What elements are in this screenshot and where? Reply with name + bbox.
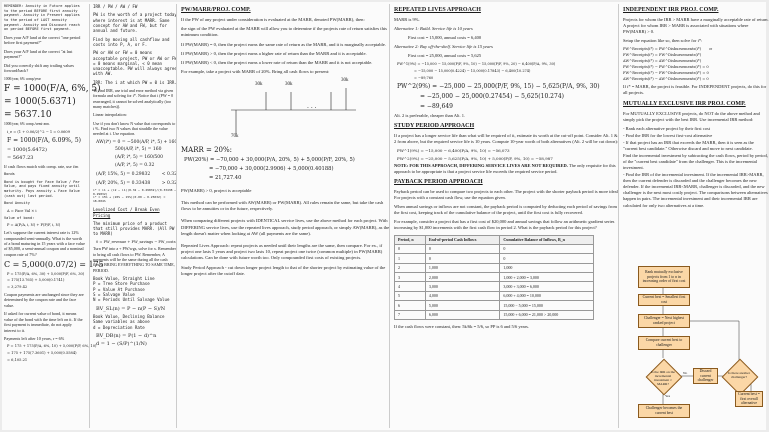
steps-list bbox=[623, 126, 769, 209]
flow-challenger: Challenger = Next highest ranked project bbox=[638, 314, 690, 328]
condition: If PW(MARR) = 0, then the project earns the same rate of return as the MARR, and it is marginally acceptable. bbox=[181, 41, 386, 47]
section-title: PW/MARR/PROJ. COMP. bbox=[181, 7, 251, 13]
table-row bbox=[395, 254, 594, 263]
equation: = 1000(5.6371) bbox=[4, 97, 76, 108]
coupon-text: Coupon payments are unchanged since they are determined by the coupon rate and the face value. bbox=[4, 291, 84, 308]
cash-flow-svg bbox=[181, 78, 381, 140]
note-text: If cash flows match with comp. rate, use i/m bbox=[4, 163, 79, 169]
db-var: d = Depreciation Rate bbox=[93, 324, 145, 330]
equation: AW^Receipts(i*) = AW^Disbursements(i*) bbox=[623, 59, 702, 64]
coupon-text: If asked for current value of bond, it means value of the bond with the time left on it. If the first payment is immediate, do not apply interest to it. bbox=[4, 311, 83, 333]
step-item: Find the incremental investment by subtracting the cash flows, period by period, of the "current best candidate" from the challenger. This is the incremental investment. bbox=[623, 153, 768, 171]
bonds-title: Bonds bbox=[4, 172, 15, 177]
cash-flow-diagram bbox=[181, 78, 391, 140]
table-cell: 1,000 + 2,000 = 3,000 bbox=[500, 273, 594, 282]
paragraph: For example, take a project with MARR of 20%. Bring all cash flows to present: bbox=[181, 69, 330, 75]
table-row bbox=[395, 282, 594, 291]
svg-text:. . .: . . . bbox=[307, 103, 317, 111]
book-var: N = Periods Until Salvage Value bbox=[93, 297, 170, 303]
table-cell: 0 bbox=[425, 244, 500, 253]
section-title: PAYBACK PERIOD APPROACH bbox=[394, 179, 483, 186]
column-repeated-lives bbox=[389, 4, 620, 428]
irr-line: IRR / PW / AW / FW bbox=[93, 4, 138, 9]
step-item: - Find the IRR for the lowest first-cost alternative bbox=[623, 132, 713, 138]
equation: = 175(13.765) + 5,000(0.1741) bbox=[7, 278, 65, 283]
table-cell: 6,000 + 4,000 = 10,000 bbox=[500, 291, 594, 300]
equation: P = 175(P/A, 6%, 30) + 5,000(P/F, 6%, 30) bbox=[7, 271, 85, 276]
equation: i* = i1 + (i2 − i1)(0.32 − 0.29832)/(0.33438 − 0.29832) bbox=[93, 187, 177, 196]
table-cell: 6 bbox=[395, 301, 426, 310]
equation: PW^1(9%) = −15,000 − 15,000(P/F, 9%, 10) − 15,000(P/F, 9%, 20) − 6,400(P/A, 9%, 30) bbox=[397, 62, 556, 67]
paragraph: This method can be performed with AW(MARR) or FW(MARR). All rules remain the same, but take the cash flows to be annuities or in the future, respectively. bbox=[181, 200, 384, 212]
table-row bbox=[395, 273, 594, 282]
table-cell: 4 bbox=[395, 282, 426, 291]
equation: = −25,000 − 25,000(0.27454) − 5,625(10.274) bbox=[420, 92, 564, 100]
equation: PW^Receipts(i*) − PW^Disbursements(i*) = 0 bbox=[623, 64, 709, 69]
paragraph: When comparing different projects with IDENTICAL service lives, use the above method for each project. With DIFFERING service lives, use the repeated lives approach, study period approach, or simply AW(MARR), as the length doesn't matter when looking at AW (all payments are the same). bbox=[181, 218, 390, 236]
equation: PW^1(9%) = −15,000 − 6,400(P/A, 9%, 10) = −56,073 bbox=[397, 148, 510, 154]
irr-definition: IRR: The i at which PW = 0 is IRR. bbox=[93, 79, 177, 85]
table-row bbox=[395, 310, 594, 319]
equation: AW^Receipts(i*) − AW^Disbursements(i*) = 0 bbox=[623, 76, 709, 81]
equation: < 0.32 bbox=[161, 171, 177, 177]
table-header-cell: Cumulative Balance of Inflows, B_n bbox=[500, 235, 594, 244]
table-body bbox=[395, 244, 594, 319]
equation: = 3,279.42 bbox=[7, 285, 28, 290]
table-cell: 0 bbox=[395, 244, 426, 253]
equation: (A/P, i*, 5) = 0.32 bbox=[115, 163, 155, 169]
equation: BV_SL(n) = P − n(P − S)/N bbox=[96, 305, 166, 312]
table-cell: 0 bbox=[500, 244, 594, 253]
table-cell: 4,000 bbox=[425, 291, 500, 300]
paragraph: Study Period Approach - cut down longer project length to that of the shorter project by estimating value of the longer project after the cutoff date. bbox=[181, 264, 386, 276]
table-cell: 2,000 bbox=[425, 273, 500, 282]
flow-final: Current best = first overall alternative bbox=[735, 391, 763, 407]
example-label: 1000/year, 6% comp./semi-ann. bbox=[4, 122, 50, 127]
table-cell: 5,000 bbox=[425, 301, 500, 310]
equation: FW^Receipts(i*) = FW^Disbursements(i*) bbox=[623, 53, 702, 58]
table-cell: 0 bbox=[425, 254, 500, 263]
flowchart bbox=[623, 266, 763, 426]
note-paragraph bbox=[394, 163, 620, 175]
equation: = 1000(5.6472) bbox=[7, 146, 47, 153]
after-text: Payments left after 10 years, r = 6% bbox=[4, 335, 65, 341]
step-item: - If that project has an IRR that exceeds the MARR, then it is seen as the "current best candidate." Otherwise discard and move to next candidate. bbox=[623, 139, 754, 151]
paragraph: When annual savings or inflows are not constant, the payback period is computed by deducting each period of savings from the first cost, keeping track of the cumulative balance of the project, until the first cost is fully recovered. bbox=[394, 204, 617, 216]
section-title: STUDY PERIOD APPROACH bbox=[394, 122, 475, 129]
flow-current-best: Current best = Smallest first cost bbox=[638, 294, 690, 306]
equation: FW^Receipts(i*) − FW^Disbursements(i*) = 0 bbox=[623, 70, 709, 75]
db-title: Book Value, Declining Balance bbox=[93, 314, 165, 320]
table-header-cell: Period, n bbox=[395, 235, 426, 244]
table-cell: 15,000 − 5,000 = 15,000 bbox=[500, 301, 594, 310]
section-title: INDEPENDENT IRR PROJ. COMP. bbox=[623, 7, 719, 13]
bonds-text: Bond is bought for Face Value / Par Value, and pays fixed annuity until maturity. Pays annuity + Face Value (cash out) last period. bbox=[4, 179, 80, 198]
equation: = −89,760 bbox=[414, 75, 434, 80]
payback-table bbox=[394, 235, 594, 321]
cf-label: 30k bbox=[255, 82, 263, 88]
column-irr-bookvalue bbox=[89, 4, 177, 428]
table-row bbox=[395, 244, 594, 253]
question-text: Does your A/F land at the correct "at last payment?" bbox=[4, 48, 73, 60]
table-cell: 3 bbox=[395, 273, 426, 282]
alternative-cost: First cost = 15,000, annual costs = 6,400 bbox=[408, 35, 482, 41]
paragraph: If the PW of any project under consideration is evaluated at the MARR, denoted PW(MARR), then: bbox=[181, 17, 365, 23]
equation: = −89,649 bbox=[420, 102, 453, 110]
equation: > 0.32 bbox=[161, 180, 177, 186]
paragraph: Setup the equation like so, then solve for i*: bbox=[623, 38, 703, 44]
paragraph: If a project has a longer service life than what will be required of it, estimate its worth at the cut-off point. Consider Alt. 1 & 2 from above, but the required service life is 10 years. Compute 10-year worth of both alternatives (Alt. 2 will be cut down): bbox=[394, 133, 619, 145]
equation: = 21,727.40 bbox=[209, 174, 242, 181]
equation: = 175 + 175(7.3601) + 5,000(0.5584) bbox=[7, 351, 77, 356]
flow-yes-label: Yes bbox=[665, 394, 671, 398]
equation: d = 1 − (S/P)^(1/N) bbox=[96, 341, 147, 348]
pw-text: PW is the worth of a project today where interest is at MARR. Same concept for AW and FW, but for annual and future. bbox=[93, 12, 177, 34]
table-cell: 3,000 bbox=[425, 282, 500, 291]
result-text: Alt. 2 is preferable, cheaper than Alt. 1. bbox=[394, 112, 466, 118]
flow-no-label: No bbox=[683, 371, 688, 375]
interp-title: Linear interpolation: bbox=[93, 112, 127, 118]
alternative-cost: First cost = 25,000, annual costs = 5,625 bbox=[408, 53, 482, 59]
coupon-equation: C = 5,000(0.07/2) = 175 bbox=[4, 260, 104, 270]
column-irr-comparison bbox=[618, 4, 769, 428]
table-cell: 7 bbox=[395, 310, 426, 319]
step-item: - Rank each alternative project by their first cost bbox=[623, 125, 710, 131]
bond-problem: Let's suppose the current interest rate is 12% compounded semi-annually. What is the worth of a bond maturing in 15 years with a face value of $5,000, a semi-annual coupon and a nominal coupon rate of 7%? bbox=[4, 230, 85, 257]
cheat-sheet bbox=[2, 2, 769, 430]
alternative: Alternative 2: Buy off-the-shelf. Service life is 15 years bbox=[394, 44, 493, 50]
lcbe-title: Levelized Cost / Break Even Pricing bbox=[93, 207, 160, 218]
marr-text: MARR is 9%. bbox=[394, 17, 420, 23]
table-row bbox=[395, 301, 594, 310]
column-annuity-bonds bbox=[4, 4, 104, 428]
paragraph: For example, consider a project that has a first cost of $20,000 and annual savings that follow an arithmetic gradient series increasing by $1,000 increments with the first cash flow in period 2. What is the payback period for this project? bbox=[394, 219, 615, 231]
note-bold: NOTE: FOR THIS APPROACH, DIFFERING SERVICE LIVES ARE NOT REQUIRED. bbox=[394, 162, 568, 168]
table-cell: 1,000 bbox=[500, 263, 594, 272]
book-var: P = Value At Purchase bbox=[93, 286, 145, 292]
db-text: Same variables as above bbox=[93, 319, 150, 325]
or-label: or bbox=[709, 47, 713, 52]
cf-label: 70k bbox=[231, 134, 239, 140]
condition: If PW(MARR) < 0, then the project earns a lower rate of return than the MARR and it is not acceptable. bbox=[181, 60, 373, 66]
cf-label: 30k bbox=[341, 78, 349, 84]
paragraph: the sign of the PW evaluated at the MARR will allow you to determine if the projects rate of return satisfies this minimum condition. bbox=[181, 26, 387, 38]
flow-decision-text: Is there another challenger? bbox=[728, 371, 750, 380]
reminder-text: REMINDER: Annuity in Future applies to the period BEFORE first annuity payment. Annuity in Present applies to the period of LAST annuity payment. Annuity and Discount reach on period BEFORE first payment. bbox=[4, 4, 80, 32]
column-pw-marr bbox=[176, 4, 391, 428]
paragraph: If the cash flows were constant, then: 5k/6k = 5/6, so PP is 6 and 5/6 years. bbox=[394, 324, 529, 330]
find-text: Find by moving all cashflow and costs into P, A, or F. bbox=[93, 36, 170, 47]
equation: P = A(P/A, i, N) + F(P/F, i, N) bbox=[7, 223, 61, 228]
book-title: Book Value, Straight Line bbox=[93, 275, 155, 281]
equation: (A/P, 15%, 5) = 0.29832 bbox=[96, 171, 151, 177]
equation: i* = 15% + (20% − 15%)(0.00 − 0.25032) = 18.004% bbox=[93, 195, 166, 204]
section-title: REPEATED LIVES APPROACH bbox=[394, 7, 481, 13]
section-title: MUTUALLY EXCLUSIVE IRR PROJ. COMP. bbox=[623, 100, 746, 107]
equation: F = 1000(F/A, 6%, 5) bbox=[4, 84, 101, 95]
bond-annuity-label: Bond Annuity bbox=[4, 201, 30, 206]
flow-decision-text: Is the IRR on the incremental investment ≥ MARR? bbox=[651, 370, 675, 387]
equation: = 5637.10 bbox=[4, 109, 52, 120]
step-item: - Find the IRR of the incremental investment. If the incremental IRR>MARR, then the current defender is discarded and the challenger becomes the new defender. If the incremental IRR<MARR, challenger is discarded, and the new challenger is the next most costly project. The comparisons between alternatives happen in pairs. The incremental investment and their incremental IRR are calculated for only two alternatives at a time. bbox=[623, 172, 768, 208]
paragraph: For MUTUALLY EXCLUSIVE projects, do NOT do the above method and simply pick the project with the best IRR. Use incremental IRR method: bbox=[623, 110, 760, 122]
paragraph: If i* = MARR, the project is feasible. For INDEPENDENT projects, do this for all projects. bbox=[623, 84, 767, 96]
question-text: Does your A/F land at the correct "one period before first payment?" bbox=[4, 35, 81, 46]
equation: (A/P, 20%, 5) = 0.33438 bbox=[96, 180, 151, 186]
flow-new-best: Challenger becomes the current best bbox=[638, 404, 690, 418]
table-cell: 1 bbox=[395, 254, 426, 263]
equation: = 6,105.21 bbox=[7, 357, 28, 362]
equation: = −15,000 − 15,000(0.4224) − 15,000(0.17843) − 6,400(10.274) bbox=[414, 69, 531, 74]
equation: AW(i*) = 0 = −500(A/P, i*, 5) + 160 bbox=[96, 139, 178, 145]
table-cell: 15,000 + 6,000 = 21,000 > 20,000 bbox=[500, 310, 594, 319]
equation: F = 1000(F/A, 6.09%, 5) bbox=[7, 136, 81, 144]
table-header-row bbox=[395, 235, 594, 244]
table-header-cell: End-of-period Cash Inflows bbox=[425, 235, 500, 244]
interp-row bbox=[93, 171, 177, 180]
book-var: P = Tree Store Purchase bbox=[93, 281, 150, 287]
table-cell: 1,000 bbox=[425, 263, 500, 272]
book-var: S = Salvage Value bbox=[93, 291, 135, 297]
equation: P = 175 + 175(P/A, 6%, 10) + 5,000(P/F, 6%, 10) bbox=[7, 344, 97, 349]
flow-rank: Rank mutually exclusive projects from 1 to n in increasing order of first cost bbox=[638, 266, 690, 288]
alternative: Alternative 1: Build. Service life is 10 years bbox=[394, 26, 473, 32]
table-cell: 3,000 + 3,000 = 6,000 bbox=[500, 282, 594, 291]
check-text: Did you correctly shift any trailing values forward/back? bbox=[4, 62, 75, 74]
equation: = 5647.23 bbox=[7, 155, 34, 162]
flow-compare: Compare current best to challenger bbox=[638, 336, 690, 350]
equation: 0 = PW_revenue + PW_savings − PW_costs bbox=[96, 239, 176, 244]
table-cell: 2 bbox=[395, 263, 426, 272]
equation: i_e = (1 + 0.06/2)^2 − 1 = 0.0609 bbox=[7, 130, 71, 135]
example-label: 1000/year, 6% comp/year bbox=[4, 76, 41, 81]
paragraph: Repeated Lives Approach: repeat projects as needed until their lengths are the same, then compare. For ex., if project one lasts 5 years and project two lasts 10, repeat project one twice (common multiple) in PW(MARR) calculations. Can be done with future worth too. Only compounded first costs of existing projects. bbox=[181, 243, 383, 261]
paragraph: Projects for whom the IRR > MARR have a marginally acceptable rate of return. A project for whom IRR > MARR is associated with situations where PW(MARR) > 0. bbox=[623, 17, 769, 35]
equation: = −70,000 + 30,000(2.9906) + 5,000(0.40188) bbox=[209, 165, 334, 172]
table-row bbox=[395, 263, 594, 272]
flow-discard: Discard current challenger bbox=[693, 368, 718, 384]
marr-equation: MARR = 20%: bbox=[181, 146, 232, 155]
equation: BV_DB(n) = P(1 − d)^n bbox=[96, 332, 157, 339]
cf-label: 30k bbox=[285, 82, 293, 88]
equation: PW(20%) = −70,000 + 30,000(P/A, 20%, 5) + 5,000(P/F, 20%, 5) bbox=[184, 156, 355, 163]
result-text: PW(MARR) > 0, project is acceptable bbox=[181, 187, 252, 193]
rule-text: PW or AW or FW = 0 means acceptable project, PW or AW or FW = 0 means marginal, < 0 mean unacceptable. PW will always agree with AW. bbox=[93, 50, 177, 77]
equation: PW^Receipts(i*) = PW^Disbursements(i*) bbox=[623, 47, 702, 52]
paragraph: Payback period can be used to compare two projects to each other. The project with the shorter payback period is more ideal. For projects with a constant cash flow, use the equation given. bbox=[394, 189, 619, 201]
table-cell: 6,000 bbox=[425, 310, 500, 319]
table-row bbox=[395, 291, 594, 300]
interp-text: Use if you don't know N value that corresponds to i %. Find two N values that straddle the value needed at i. Use equation. bbox=[93, 120, 176, 137]
equation: PW^2(9%) = −25,000 − 25,000(P/F, 9%, 15) − 5,625(P/A, 9%, 30) bbox=[397, 82, 600, 90]
trial-text: To find IRR, use trial and error method via given formula and solving for i*. Notice that i (PW = 0 rearranged, it cannot be solved analytically (too many matches)). bbox=[93, 88, 174, 109]
bond-value-label: Value of bond: bbox=[4, 215, 35, 220]
equation: PW^2(9%) = −25,000 − 5,625(P/A, 9%, 10) + 5,000(P/F, 9%, 10) = −58,987 bbox=[397, 155, 553, 161]
note-rest: The only requisite for this approach to be appropriate is that a project service life exceeds the required service period. bbox=[394, 162, 616, 174]
equation: (A/P, i*, 5) = 160/500 bbox=[115, 155, 163, 161]
condition: If PW(MARR) > 0, then the project earns a higher rate of return than the MARR and it is acceptable. bbox=[181, 50, 367, 56]
equation-grid bbox=[623, 47, 769, 81]
lcbe-text: The minimum price of a product that still provides MARR. (All PW to MARR) bbox=[93, 220, 175, 237]
table-cell: 0 bbox=[500, 254, 594, 263]
equation: A = Face Val × i bbox=[7, 209, 37, 214]
table-cell: 5 bbox=[395, 291, 426, 300]
equation: 500(A/P, i*, 5) = 160 bbox=[115, 147, 162, 153]
lcbe-text: Turn PW into a + PW/wgs, solve for x. Remember to bring all cash flows to PW. Remember, A payments will be the same during all the cash flows. BRING EVERYTHING TO SAME TIME, PERIOD. bbox=[93, 246, 176, 273]
